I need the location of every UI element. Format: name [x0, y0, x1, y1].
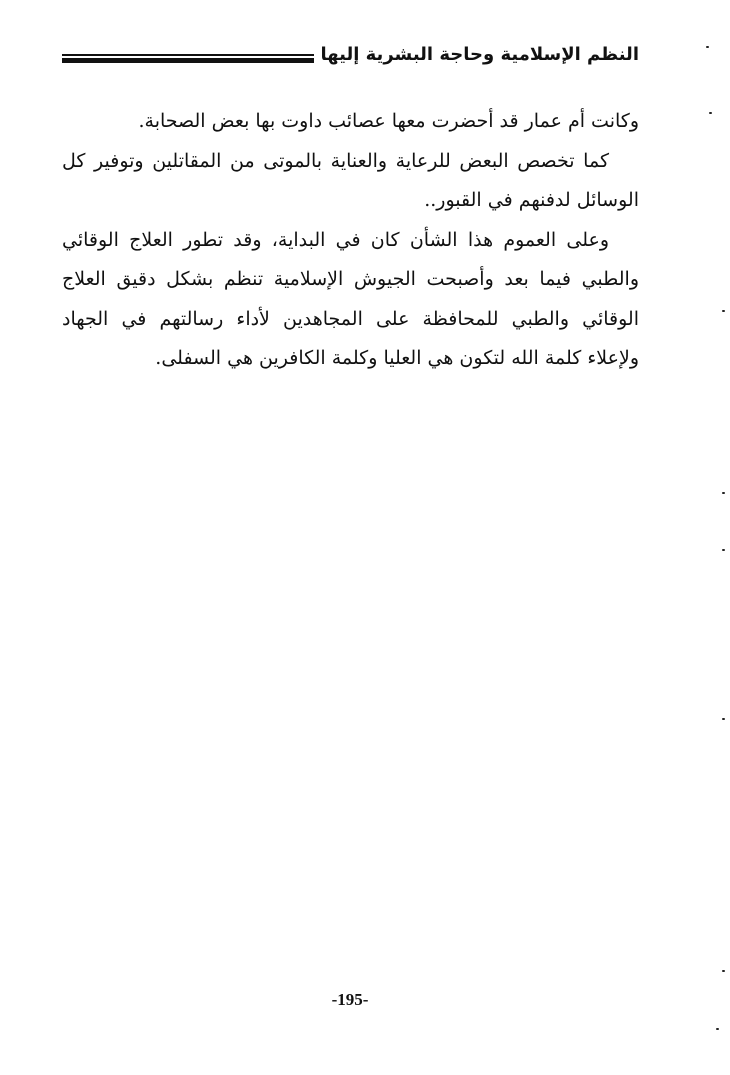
running-header [62, 40, 639, 68]
scan-speck [722, 970, 725, 972]
scan-speck [722, 492, 725, 494]
body-text [62, 102, 639, 379]
scan-speck [716, 1028, 719, 1030]
scan-speck [722, 549, 725, 551]
header-rule-thin [62, 54, 314, 56]
scan-speck [722, 718, 725, 720]
header-rule-thick [62, 58, 314, 63]
paragraph-2: كما تخصص البعض للرعاية والعناية بالموتى من المقاتلين وتوفير كل الوسائل لدفنهم في القبور.. [62, 149, 639, 211]
scan-speck [709, 112, 712, 114]
scan-speck [722, 310, 725, 312]
scan-speck [706, 46, 709, 48]
header-double-rule [62, 54, 314, 64]
running-header-title: النظم الإسلامية وحاجة البشرية إليها [320, 43, 639, 65]
paragraph-1: وكانت أم عمار قد أحضرت معها عصائب داوت بها بعض الصحابة. [138, 110, 639, 132]
page-number: -195- [331, 990, 369, 1009]
paragraph-3: وعلى العموم هذا الشأن كان في البداية، وقد تطور العلاج الوقائي والطبي فيما بعد وأصبحت الجيوش الإسلامية تنظم بشكل دقيق العلاج الوقائي والطبي للمحافظة على المجاهدين لأداء رسالتهم في الجهاد ولإعلاء كلمة الله لتكون هي العليا وكلمة الكافرين هي السفلى. [62, 228, 639, 369]
